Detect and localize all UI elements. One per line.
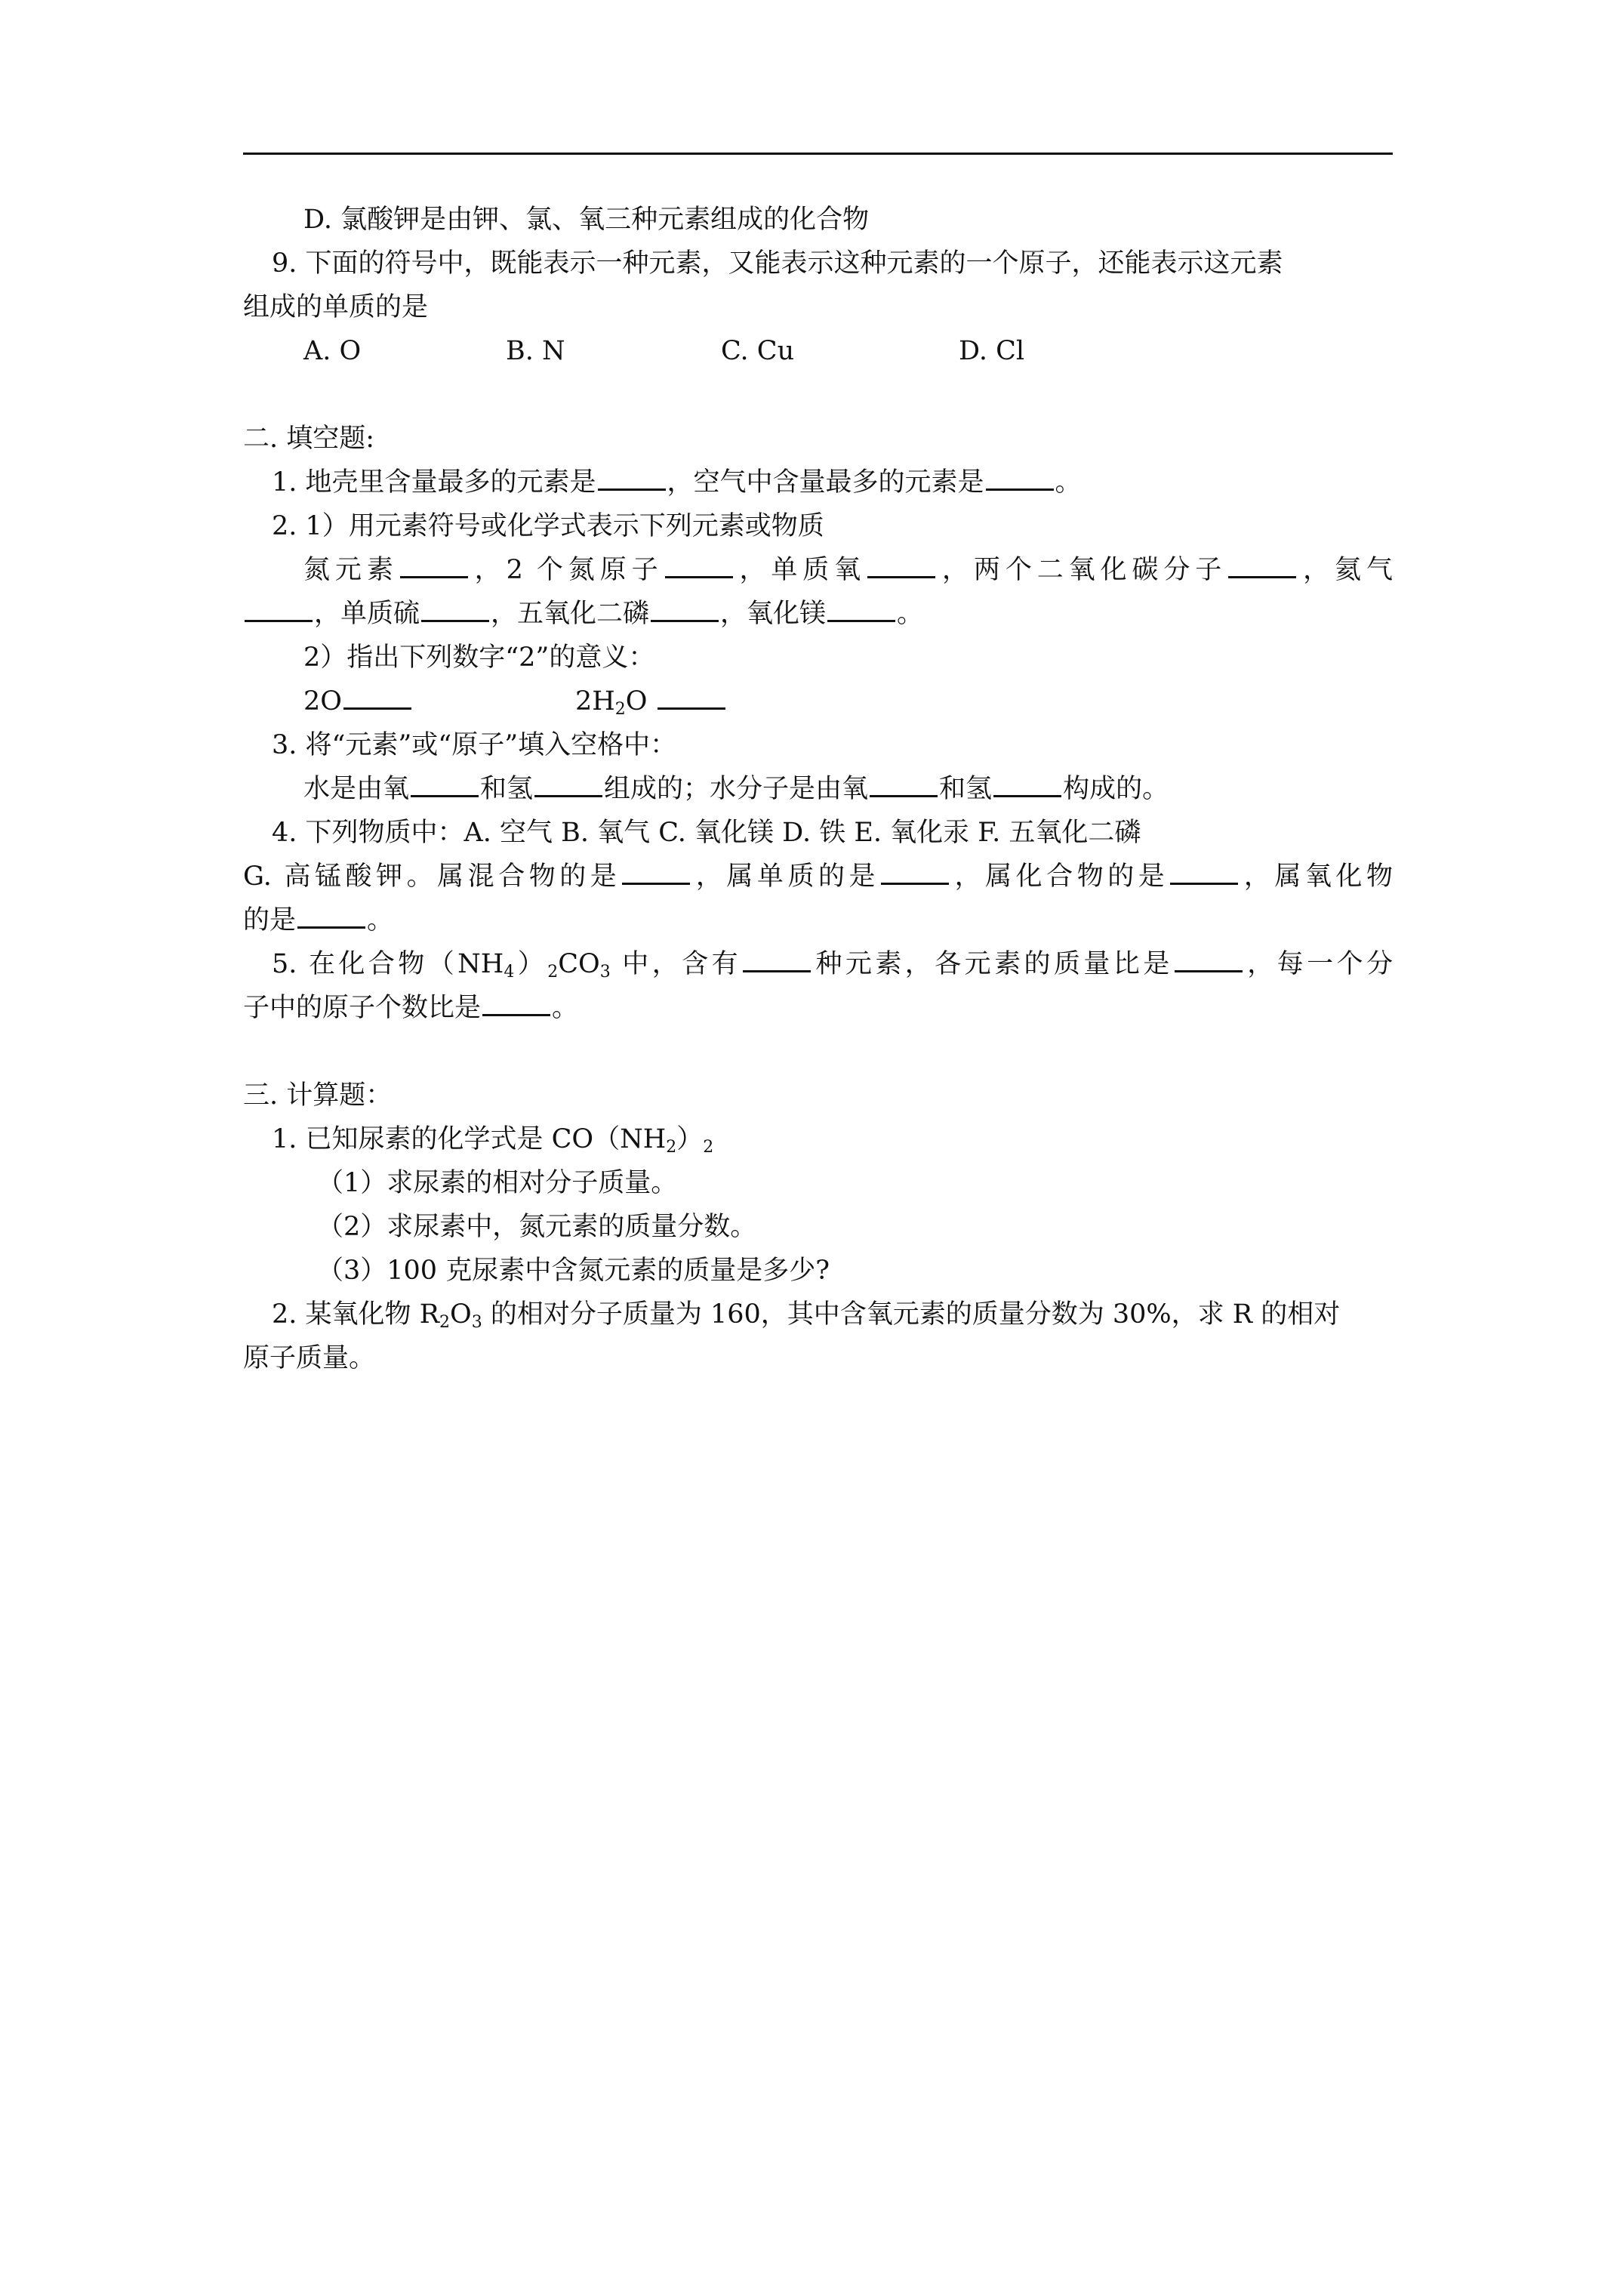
answer-blank[interactable] (622, 860, 690, 885)
s2-q2-line2 (243, 592, 1393, 636)
answer-blank[interactable] (986, 466, 1054, 491)
answer-blank[interactable] (827, 597, 895, 622)
formula-2h2o: 2H (575, 686, 615, 717)
section2-title: 二. 填空题: (243, 424, 375, 454)
subscript: 2 (614, 700, 626, 719)
s2-q3-text: 构成的。 (1063, 774, 1169, 804)
s2-q2-head: 2. 1）用元素符号或化学式表示下列元素或物质 (272, 511, 824, 541)
answer-blank[interactable] (534, 772, 602, 797)
s3-q1-sub2: （2）求尿素中，氮元素的质量分数。 (317, 1212, 757, 1242)
s3-q1-text: ） (676, 1124, 704, 1154)
answer-blank[interactable] (598, 466, 666, 491)
s2-q4-text: G. 高锰酸钾。属混合物的是 (243, 861, 621, 892)
s2-q2-text: ，五氧化二磷 (491, 599, 650, 629)
s2-q1-text-a: 1. 地壳里含量最多的元素是 (272, 467, 596, 498)
s2-q2-text: 氮元素 (303, 555, 399, 585)
s2-q3-head: 3. 将“元素”或“原子”填入空格中： (272, 730, 677, 760)
subscript: 2 (439, 1313, 450, 1332)
s2-q5-text: CO (558, 949, 600, 979)
header-rule (243, 153, 1393, 155)
formula-2o: 2O (303, 686, 342, 717)
s2-q5-text: ） (514, 949, 548, 979)
s2-q5-text: 5. 在化合物（NH (272, 949, 504, 979)
answer-blank[interactable] (411, 772, 479, 797)
subscript: 3 (599, 963, 611, 982)
answer-blank[interactable] (993, 772, 1061, 797)
subscript: 4 (504, 963, 515, 982)
s2-q3-text: 和氢 (939, 774, 993, 804)
q9-option-a: A. O (303, 336, 362, 366)
s2-q1-text-b: ，空气中含量最多的元素是 (667, 467, 984, 498)
s2-q2-text: ，单质硫 (314, 599, 420, 629)
s2-q4-line3 (243, 898, 1393, 942)
answer-blank[interactable] (870, 772, 938, 797)
q8-option-d: D. 氯酸钾是由钾、氯、氧三种元素组成的化合物 (303, 205, 870, 235)
s2-q4-line1: 4. 下列物质中：A. 空气 B. 氧气 C. 氧化镁 D. 铁 E. 氧化汞 F. 五氧化二磷 (272, 818, 1141, 848)
s2-q2-text: ，氧化镁 (720, 599, 827, 629)
s2-q4-text: ，属氧化物 (1240, 861, 1393, 892)
s3-q2-text: 2. 某氧化物 R (272, 1299, 439, 1330)
answer-blank[interactable] (651, 597, 719, 622)
s2-q4-line2 (243, 855, 1393, 898)
s2-q2-text: ，两个二氧化碳分子 (937, 555, 1227, 585)
s3-q1-head (243, 1117, 1393, 1161)
subscript: 2 (666, 1138, 677, 1157)
s2-q3-text: 水是由氧 (303, 774, 410, 804)
answer-blank[interactable] (881, 860, 949, 885)
subscript: 3 (471, 1313, 482, 1332)
s2-q5-text: 。 (552, 993, 579, 1023)
s2-q4-text: ，属化合物的是 (950, 861, 1169, 892)
s2-q5-line1 (243, 942, 1393, 986)
s2-q3-line (243, 767, 1393, 811)
answer-blank[interactable] (400, 553, 468, 578)
answer-blank[interactable] (343, 685, 411, 710)
answer-blank[interactable] (482, 991, 550, 1016)
s2-q2-subhead: 2）指出下列数字“2”的意义： (303, 643, 655, 673)
s2-q4-text: 。 (367, 905, 394, 935)
s2-q3-text: 和氢 (480, 774, 534, 804)
section3-title: 三. 计算题： (243, 1080, 393, 1111)
subscript: 2 (547, 963, 559, 982)
s2-q4-text: ，属单质的是 (691, 861, 880, 892)
subscript: 2 (703, 1138, 714, 1157)
answer-blank[interactable] (297, 904, 365, 929)
s3-q2-line1 (243, 1293, 1393, 1336)
s2-q1 (243, 461, 1393, 504)
s3-q1-sub3: （3）100 克尿素中含氮元素的质量是多少? (317, 1256, 830, 1286)
s2-q5-text: ，每一个分 (1243, 949, 1393, 979)
answer-blank[interactable] (665, 553, 733, 578)
answer-blank[interactable] (1228, 553, 1296, 578)
worksheet-body (243, 198, 1393, 1380)
s2-q3-text: 组成的；水分子是由氧 (604, 774, 869, 804)
s2-q2-text: 。 (897, 599, 924, 629)
s2-q2-line1 (243, 548, 1393, 592)
s3-q2-line2: 原子质量。 (243, 1343, 376, 1373)
answer-blank[interactable] (1175, 948, 1243, 972)
s2-q2-text: ，单质氧 (734, 555, 867, 585)
answer-blank[interactable] (658, 685, 725, 710)
s2-q5-text: 中，含有 (610, 949, 742, 979)
s2-q2-meanings (243, 680, 1393, 723)
s3-q1-text: 1. 已知尿素的化学式是 CO（NH (272, 1124, 667, 1154)
s2-q5-line2 (243, 986, 1393, 1030)
s2-q1-text-c: 。 (1055, 467, 1082, 498)
q9-stem-line1: 9. 下面的符号中，既能表示一种元素，又能表示这种元素的一个原子，还能表示这元素 (272, 248, 1283, 279)
s2-q2-text: ，氦气 (1298, 555, 1393, 585)
s2-q4-text: 的是 (243, 905, 297, 935)
s3-q2-text: O (450, 1299, 472, 1330)
answer-blank[interactable] (867, 553, 935, 578)
s2-q5-text: 子中的原子个数比是 (243, 993, 482, 1023)
q9-option-b: B. N (506, 336, 565, 366)
answer-blank[interactable] (421, 597, 489, 622)
q9-option-c: C. Cu (721, 336, 795, 366)
q9-option-d: D. Cl (959, 336, 1025, 366)
s2-q2-text: ，2 个氮原子 (469, 555, 664, 585)
answer-blank[interactable] (743, 948, 811, 972)
answer-blank[interactable] (245, 597, 313, 622)
s3-q1-sub1: （1）求尿素的相对分子质量。 (317, 1168, 678, 1198)
q9-stem-line2: 组成的单质的是 (243, 292, 429, 322)
s2-q5-text: 种元素，各元素的质量比是 (812, 949, 1173, 979)
answer-blank[interactable] (1170, 860, 1238, 885)
q9-options (243, 329, 1393, 373)
formula-2h2o-tail: O (625, 686, 648, 717)
s3-q2-text: 的相对分子质量为 160，其中含氧元素的质量分数为 30%，求 R 的相对 (482, 1299, 1341, 1330)
